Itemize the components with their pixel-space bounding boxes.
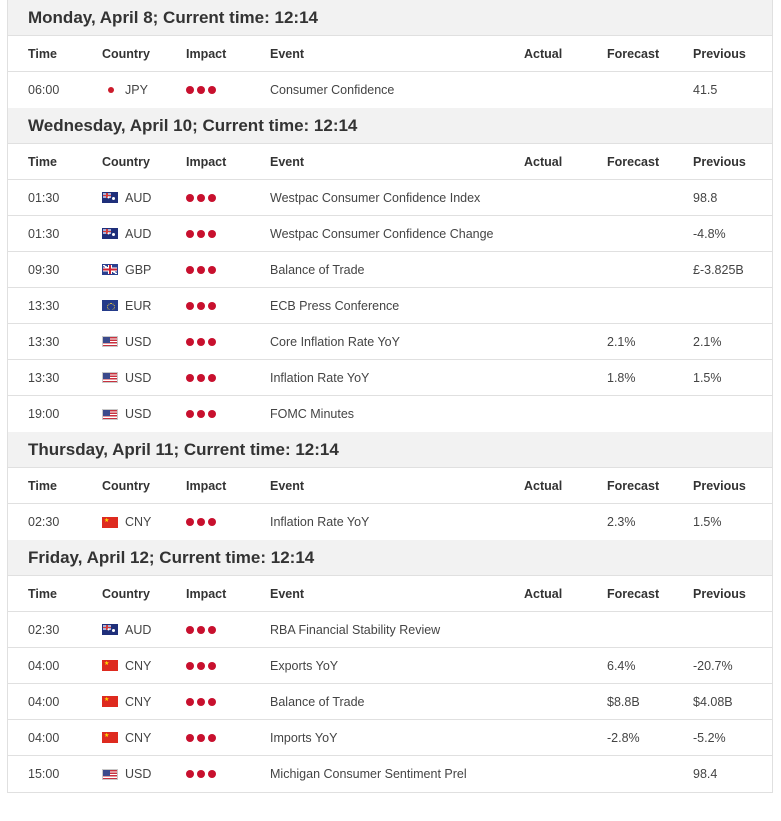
impact-dot-icon (208, 698, 216, 706)
event-previous: -4.8% (693, 226, 726, 241)
event-row[interactable] (8, 720, 772, 756)
event-name[interactable]: FOMC Minutes (270, 407, 355, 421)
impact-dots (186, 338, 216, 346)
event-previous: 1.5% (693, 370, 722, 385)
impact-dot-icon (186, 662, 194, 670)
event-name[interactable]: Balance of Trade (270, 262, 365, 277)
impact-dot-icon (208, 194, 216, 202)
impact-dots (186, 518, 216, 526)
impact-dot-icon (208, 626, 216, 634)
impact-dot-icon (197, 410, 205, 418)
column-header-actual: Actual (524, 154, 563, 169)
impact-dot-icon (186, 302, 194, 310)
event-name[interactable]: Westpac Consumer Confidence Change (270, 226, 494, 241)
column-header-forecast: Forecast (607, 478, 660, 493)
currency-code: AUD (125, 622, 152, 637)
event-row[interactable] (8, 648, 772, 684)
event-time: 13:30 (28, 370, 60, 385)
uk-flag-icon (102, 264, 118, 275)
event-row[interactable] (8, 396, 772, 432)
event-row[interactable] (8, 504, 772, 540)
event-name[interactable]: Balance of Trade (270, 694, 365, 709)
impact-dots (186, 86, 216, 94)
event-forecast: -2.8% (607, 730, 640, 745)
event-country (102, 252, 151, 287)
event-previous: 98.8 (693, 190, 718, 205)
impact-dot-icon (208, 374, 216, 382)
impact-dot-icon (208, 410, 216, 418)
currency-code: USD (125, 370, 152, 385)
impact-dot-icon (186, 770, 194, 778)
australia-flag-icon (102, 624, 118, 635)
column-header-time: Time (28, 586, 57, 601)
event-country (102, 720, 151, 755)
impact-dot-icon (208, 266, 216, 274)
event-previous: £-3.825B (693, 262, 744, 277)
currency-code: AUD (125, 226, 152, 241)
event-forecast: 2.1% (607, 334, 636, 349)
impact-dot-icon (197, 734, 205, 742)
impact-dots (186, 662, 216, 670)
column-header-country: Country (102, 586, 150, 601)
column-header-event: Event (270, 586, 305, 601)
event-impact (186, 648, 216, 683)
column-header-time: Time (28, 478, 57, 493)
event-name[interactable]: Core Inflation Rate YoY (270, 334, 400, 349)
us-flag-icon (102, 372, 118, 383)
event-name[interactable]: Inflation Rate YoY (270, 370, 370, 385)
currency-code: JPY (125, 83, 148, 97)
column-header-time: Time (28, 154, 57, 169)
event-country (102, 72, 148, 108)
event-time: 02:30 (28, 515, 60, 529)
event-row[interactable] (8, 288, 772, 324)
impact-dot-icon (208, 734, 216, 742)
currency-code: CNY (125, 658, 152, 673)
event-time: 04:00 (28, 694, 60, 709)
australia-flag-icon (102, 192, 118, 203)
impact-dot-icon (208, 770, 216, 778)
event-time: 19:00 (28, 407, 60, 421)
event-row[interactable] (8, 684, 772, 720)
column-header-country: Country (102, 154, 150, 169)
event-row[interactable] (8, 180, 772, 216)
impact-dot-icon (186, 194, 194, 202)
event-forecast: 2.3% (607, 515, 636, 529)
japan-flag-icon (106, 85, 116, 96)
impact-dots (186, 194, 216, 202)
currency-code: CNY (125, 515, 152, 529)
column-header-row (8, 576, 772, 612)
impact-dot-icon (186, 230, 194, 238)
china-flag-icon (102, 696, 118, 707)
event-previous: 2.1% (693, 334, 722, 349)
event-country (102, 360, 151, 395)
column-header-event: Event (270, 46, 305, 61)
event-row[interactable] (8, 216, 772, 252)
impact-dot-icon (208, 86, 216, 94)
currency-code: USD (125, 407, 152, 421)
currency-code: AUD (125, 190, 152, 205)
impact-dots (186, 302, 216, 310)
column-header-forecast: Forecast (607, 46, 660, 61)
us-flag-icon (102, 336, 118, 347)
event-country (102, 612, 151, 647)
column-header-event: Event (270, 154, 305, 169)
event-time: 04:00 (28, 658, 60, 673)
column-header-actual: Actual (524, 46, 563, 61)
impact-dot-icon (197, 230, 205, 238)
currency-code: CNY (125, 730, 152, 745)
event-impact (186, 612, 216, 647)
china-flag-icon (102, 517, 118, 528)
event-country (102, 396, 151, 432)
event-row[interactable] (8, 252, 772, 288)
day-section (8, 0, 772, 108)
day-header: Thursday, April 11; Current time: 12:14 (8, 432, 772, 468)
impact-dot-icon (186, 734, 194, 742)
impact-dot-icon (197, 662, 205, 670)
event-name[interactable]: Imports YoY (270, 730, 338, 745)
event-name[interactable]: Inflation Rate YoY (270, 515, 370, 529)
event-time: 02:30 (28, 622, 60, 637)
day-section (8, 108, 772, 432)
impact-dots (186, 734, 216, 742)
day-header: Wednesday, April 10; Current time: 12:14 (8, 108, 772, 144)
event-country (102, 180, 151, 215)
impact-dots (186, 410, 216, 418)
column-header-actual: Actual (524, 586, 563, 601)
event-country (102, 216, 151, 251)
event-previous: 1.5% (693, 515, 722, 529)
event-time: 09:30 (28, 262, 60, 277)
impact-dot-icon (197, 266, 205, 274)
impact-dot-icon (197, 770, 205, 778)
impact-dot-icon (197, 194, 205, 202)
day-header: Monday, April 8; Current time: 12:14 (8, 0, 772, 36)
impact-dot-icon (186, 266, 194, 274)
us-flag-icon (102, 769, 118, 780)
impact-dots (186, 374, 216, 382)
column-header-row (8, 36, 772, 72)
event-country (102, 324, 151, 359)
event-name[interactable]: Exports YoY (270, 658, 339, 673)
column-header-row (8, 468, 772, 504)
economic-calendar (7, 0, 773, 793)
column-header-impact: Impact (186, 46, 227, 61)
event-name[interactable]: ECB Press Conference (270, 298, 400, 313)
event-name[interactable]: RBA Financial Stability Review (270, 622, 441, 637)
impact-dot-icon (186, 374, 194, 382)
event-impact (186, 216, 216, 251)
event-time: 06:00 (28, 83, 60, 97)
event-impact (186, 756, 216, 792)
impact-dot-icon (186, 698, 194, 706)
event-impact (186, 180, 216, 215)
impact-dots (186, 266, 216, 274)
column-header-previous: Previous (693, 154, 746, 169)
event-forecast: $8.8B (607, 694, 640, 709)
event-previous: $4.08B (693, 694, 733, 709)
event-name[interactable]: Michigan Consumer Sentiment Prel (270, 767, 467, 781)
event-country (102, 288, 151, 323)
currency-code: GBP (125, 262, 152, 277)
impact-dot-icon (197, 374, 205, 382)
column-header-previous: Previous (693, 586, 746, 601)
event-previous: -20.7% (693, 658, 733, 673)
australia-flag-icon (102, 228, 118, 239)
event-country (102, 648, 151, 683)
column-header-previous: Previous (693, 478, 746, 493)
event-impact (186, 396, 216, 432)
column-header-forecast: Forecast (607, 154, 660, 169)
impact-dot-icon (208, 518, 216, 526)
event-impact (186, 252, 216, 287)
event-previous: -5.2% (693, 730, 726, 745)
event-previous: 41.5 (693, 83, 718, 97)
impact-dot-icon (208, 338, 216, 346)
impact-dot-icon (186, 518, 194, 526)
impact-dot-icon (197, 518, 205, 526)
event-impact (186, 72, 216, 108)
currency-code: EUR (125, 298, 152, 313)
column-header-event: Event (270, 478, 305, 493)
eu-flag-icon (102, 300, 118, 311)
column-header-country: Country (102, 478, 150, 493)
event-time: 13:30 (28, 334, 60, 349)
column-header-time: Time (28, 46, 57, 61)
event-impact (186, 360, 216, 395)
event-row[interactable] (8, 72, 772, 108)
day-section (8, 540, 772, 792)
impact-dot-icon (208, 230, 216, 238)
china-flag-icon (102, 660, 118, 671)
column-header-forecast: Forecast (607, 586, 660, 601)
impact-dot-icon (197, 626, 205, 634)
event-impact (186, 288, 216, 323)
event-forecast: 1.8% (607, 370, 636, 385)
column-header-impact: Impact (186, 154, 227, 169)
event-impact (186, 504, 216, 540)
event-time: 15:00 (28, 767, 60, 781)
event-time: 13:30 (28, 298, 60, 313)
impact-dots (186, 770, 216, 778)
currency-code: CNY (125, 694, 152, 709)
event-row[interactable] (8, 612, 772, 648)
day-section (8, 432, 772, 540)
impact-dot-icon (186, 338, 194, 346)
event-previous: 98.4 (693, 767, 718, 781)
day-header: Friday, April 12; Current time: 12:14 (8, 540, 772, 576)
event-row[interactable] (8, 756, 772, 792)
currency-code: USD (125, 767, 152, 781)
column-header-actual: Actual (524, 478, 563, 493)
impact-dot-icon (208, 302, 216, 310)
column-header-previous: Previous (693, 46, 746, 61)
impact-dots (186, 230, 216, 238)
impact-dot-icon (197, 338, 205, 346)
impact-dot-icon (186, 86, 194, 94)
impact-dots (186, 626, 216, 634)
column-header-impact: Impact (186, 586, 227, 601)
impact-dot-icon (186, 410, 194, 418)
column-header-impact: Impact (186, 478, 227, 493)
event-name[interactable]: Consumer Confidence (270, 83, 395, 97)
impact-dot-icon (197, 302, 205, 310)
event-impact (186, 324, 216, 359)
currency-code: USD (125, 334, 152, 349)
impact-dots (186, 698, 216, 706)
event-country (102, 504, 151, 540)
impact-dot-icon (197, 86, 205, 94)
event-impact (186, 684, 216, 719)
event-time: 01:30 (28, 190, 60, 205)
event-forecast: 6.4% (607, 658, 636, 673)
china-flag-icon (102, 732, 118, 743)
impact-dot-icon (208, 662, 216, 670)
event-row[interactable] (8, 360, 772, 396)
event-name[interactable]: Westpac Consumer Confidence Index (270, 190, 481, 205)
us-flag-icon (102, 409, 118, 420)
event-row[interactable] (8, 324, 772, 360)
event-country (102, 684, 151, 719)
column-header-country: Country (102, 46, 150, 61)
event-time: 04:00 (28, 730, 60, 745)
event-country (102, 756, 151, 792)
impact-dot-icon (186, 626, 194, 634)
event-impact (186, 720, 216, 755)
event-time: 01:30 (28, 226, 60, 241)
impact-dot-icon (197, 698, 205, 706)
column-header-row (8, 144, 772, 180)
